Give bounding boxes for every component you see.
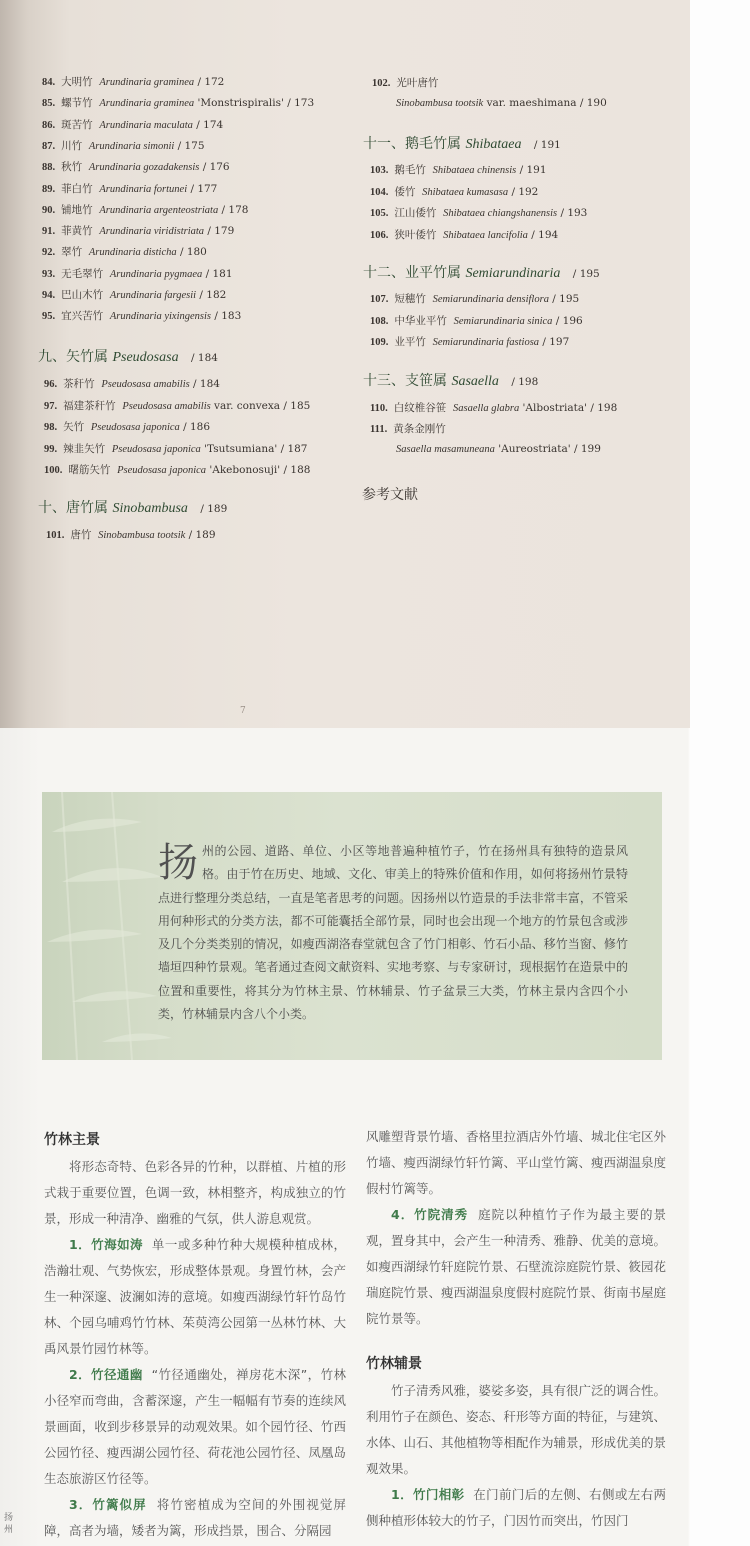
subsection-title: 1．竹海如涛 <box>69 1237 144 1252</box>
toc-entry[interactable]: 97. 福建茶秆竹 Pseudosasa amabilis var. convexa / 185 <box>44 399 311 412</box>
toc-entry[interactable]: 88. 秋竹 Arundinaria gozadakensis / 176 <box>42 161 230 174</box>
toc-entry[interactable]: 99. 辣韭矢竹 Pseudosasa japonica 'Tsutsumiana' / 187 <box>44 442 308 455</box>
section-heading: 竹林辅景 <box>366 1356 422 1372</box>
toc-references[interactable]: 参考文献 <box>362 487 418 503</box>
paragraph: 1．竹海如涛 单一或多种竹种大规模种植成林，浩瀚壮观、气势恢宏，形成整体景观。身置竹林，会产生一种深邃、波澜如涛的意境。如瘦西湖绿竹轩竹岛竹林、个园乌哺鸡竹竹林、茱萸湾公园第一丛林竹林、大禹风景竹园竹林等。 <box>44 1237 346 1356</box>
toc-entry[interactable]: 93. 无毛翠竹 Arundinaria pygmaea / 181 <box>42 267 233 280</box>
toc-entry[interactable]: 87. 川竹 Arundinaria simonii / 175 <box>42 139 205 152</box>
toc-entry[interactable]: 106. 狭叶倭竹 Shibataea lancifolia / 194 <box>370 228 559 241</box>
paragraph: 将形态奇特、色彩各异的竹种，以群植、片植的形式栽于重要位置，色调一致，林相整齐，构成独立的竹景，形成一种清净、幽雅的气氛，供人游息观赏。 <box>44 1159 346 1226</box>
toc-entry[interactable]: 89. 菲白竹 Arundinaria fortunei / 177 <box>42 182 218 195</box>
toc-entry[interactable]: 84. 大明竹 Arundinaria graminea / 172 <box>42 76 225 88</box>
toc-entry[interactable]: 111. 黄条金刚竹 <box>370 423 446 435</box>
paragraph: 1．竹门相彰 在门前门后的左侧、右侧或左右两侧种植形体较大的竹子，门因竹而突出，竹因门 <box>366 1487 667 1528</box>
body-left-column <box>44 1126 346 1544</box>
subsection-title: 2．竹径通幽 <box>69 1367 143 1382</box>
folio-mark: 7 <box>240 706 246 716</box>
toc-entry[interactable]: 92. 翠竹 Arundinaria disticha / 180 <box>42 246 207 259</box>
toc-entry[interactable]: 108. 中华业平竹 Semiarundinaria sinica / 196 <box>370 314 583 327</box>
toc-entry-continued[interactable]: Sinobambusa tootsik var. maeshimana / 190 <box>396 97 607 109</box>
subsection-title: 4．竹院清秀 <box>391 1207 469 1222</box>
toc-entry[interactable]: 100. 曙筋矢竹 Pseudosasa japonica 'Akebonosuji' / 188 <box>44 464 311 476</box>
toc-entry[interactable]: 91. 菲黄竹 Arundinaria viridistriata / 179 <box>42 225 235 238</box>
toc-entry[interactable]: 90. 铺地竹 Arundinaria argenteostriata / 178 <box>42 203 249 216</box>
toc-entry[interactable]: 96. 茶秆竹 Pseudosasa amabilis / 184 <box>44 378 220 390</box>
section-heading: 竹林主景 <box>44 1132 100 1148</box>
toc-entry[interactable]: 101. 唐竹 Sinobambusa tootsik / 189 <box>46 529 216 541</box>
toc-section-heading[interactable]: 十二、业平竹属 Semiarundinaria / 195 <box>363 265 600 281</box>
drop-cap: 扬 <box>158 840 198 886</box>
toc-entry[interactable]: 105. 江山倭竹 Shibataea chiangshanensis / 193 <box>370 207 588 219</box>
toc-entry[interactable]: 102. 光叶唐竹 <box>372 77 439 89</box>
toc-entry[interactable]: 104. 倭竹 Shibataea kumasasa / 192 <box>370 185 539 198</box>
side-tab: 扬州 <box>4 1513 14 1535</box>
toc-entry[interactable]: 98. 矢竹 Pseudosasa japonica / 186 <box>44 421 211 433</box>
toc-entry[interactable]: 85. 螺节竹 Arundinaria graminea 'Monstrispiralis' / 173 <box>42 97 315 110</box>
toc-entry[interactable]: 95. 宜兴苦竹 Arundinaria yixingensis / 183 <box>42 310 242 323</box>
toc-entry[interactable]: 94. 巴山木竹 Arundinaria fargesii / 182 <box>42 289 227 301</box>
toc-section-heading[interactable]: 九、矢竹属 Pseudosasa / 184 <box>38 349 218 365</box>
subsection-title: 3．竹篱似屏 <box>69 1497 147 1512</box>
toc-entry[interactable]: 109. 业平竹 Semiarundinaria fastiosa / 197 <box>370 336 570 348</box>
toc-entry[interactable]: 103. 鹅毛竹 Shibataea chinensis / 191 <box>370 164 547 176</box>
toc-entry-continued[interactable]: Sasaella masamuneana 'Aureostriata' / 199 <box>396 443 601 455</box>
page-margin <box>690 0 750 728</box>
paragraph: 3．竹篱似屏 将竹密植成为空间的外围视觉屏障，高者为墙，矮者为篱，形成挡景，围合、分隔园 <box>44 1497 346 1538</box>
toc-entry[interactable]: 107. 短穗竹 Semiarundinaria densiflora / 195 <box>370 293 580 305</box>
toc-entry[interactable]: 86. 斑苦竹 Arundinaria maculata / 174 <box>42 118 224 131</box>
subsection-title: 1．竹门相彰 <box>391 1487 465 1502</box>
paragraph: 2．竹径通幽 “竹径通幽处，禅房花木深”，竹林小径窄而弯曲，含蓄深邃，产生一幅幅有节奏的连续风景画面，收到步移景异的动观效果。如个园竹径、竹西公园竹径、瘦西湖公园竹径、荷花池公园竹径、凤凰岛生态旅游区竹径等。 <box>44 1367 346 1486</box>
paragraph: 竹子清秀风雅，婆娑多姿，具有很广泛的调合性。利用竹子在颜色、姿态、秆形等方面的特征，与建筑、水体、山石、其他植物等相配作为辅景，形成优美的景观效果。 <box>366 1383 667 1476</box>
toc-section-heading[interactable]: 十、唐竹属 Sinobambusa / 189 <box>38 500 228 516</box>
body-right-column <box>366 1124 666 1534</box>
toc-section-heading[interactable]: 十一、鹅毛竹属 Shibataea / 191 <box>363 136 561 152</box>
paragraph: 风雕塑背景竹墙、香格里拉酒店外竹墙、城北住宅区外竹墙、瘦西湖绿竹轩竹篱、平山堂竹篱、瘦西湖温泉度假村竹篱等。 <box>366 1129 667 1196</box>
intro-paragraph: 扬州的公园、道路、单位、小区等地普遍种植竹子，竹在扬州具有独特的造景风格。由于竹在历史、地域、文化、审美上的特殊价值和作用，如何将扬州竹景特点进行整理分类总结，一直是笔者思考的问题。因扬州以竹造景的手法非常丰富，不管采用何种形式的分类方法，都不可能囊括全部竹景，同时也会出现一个地方的竹景包含或涉及几个分类类别的情况，如瘦西湖洛春堂就包含了竹门相彰、竹石小品、移竹当窗、修竹墙垣四种竹景观。笔者通过查阅文献资料、实地考察、与专家研讨，现根据竹在造景中的位置和重要性，将其分为竹林主景、竹林辅景、竹子盆景三大类，竹林主景内含四个小类，竹林辅景内含八个小类。 <box>158 840 628 1022</box>
toc-entry[interactable]: 110. 白纹椎谷笹 Sasaella glabra 'Albostriata' / 198 <box>370 402 618 414</box>
paragraph: 4．竹院清秀 庭院以种植竹子作为最主要的景观，置身其中，会产生一种清秀、雅静、优美的意境。如瘦西湖绿竹轩庭院竹景、石壁流淙庭院竹景、筱园花瑞庭院竹景、瘦西湖温泉度假村庭院竹景、街南书屋庭院竹景等。 <box>366 1207 667 1326</box>
toc-section-heading[interactable]: 十三、支笹属 Sasaella / 198 <box>363 373 539 389</box>
